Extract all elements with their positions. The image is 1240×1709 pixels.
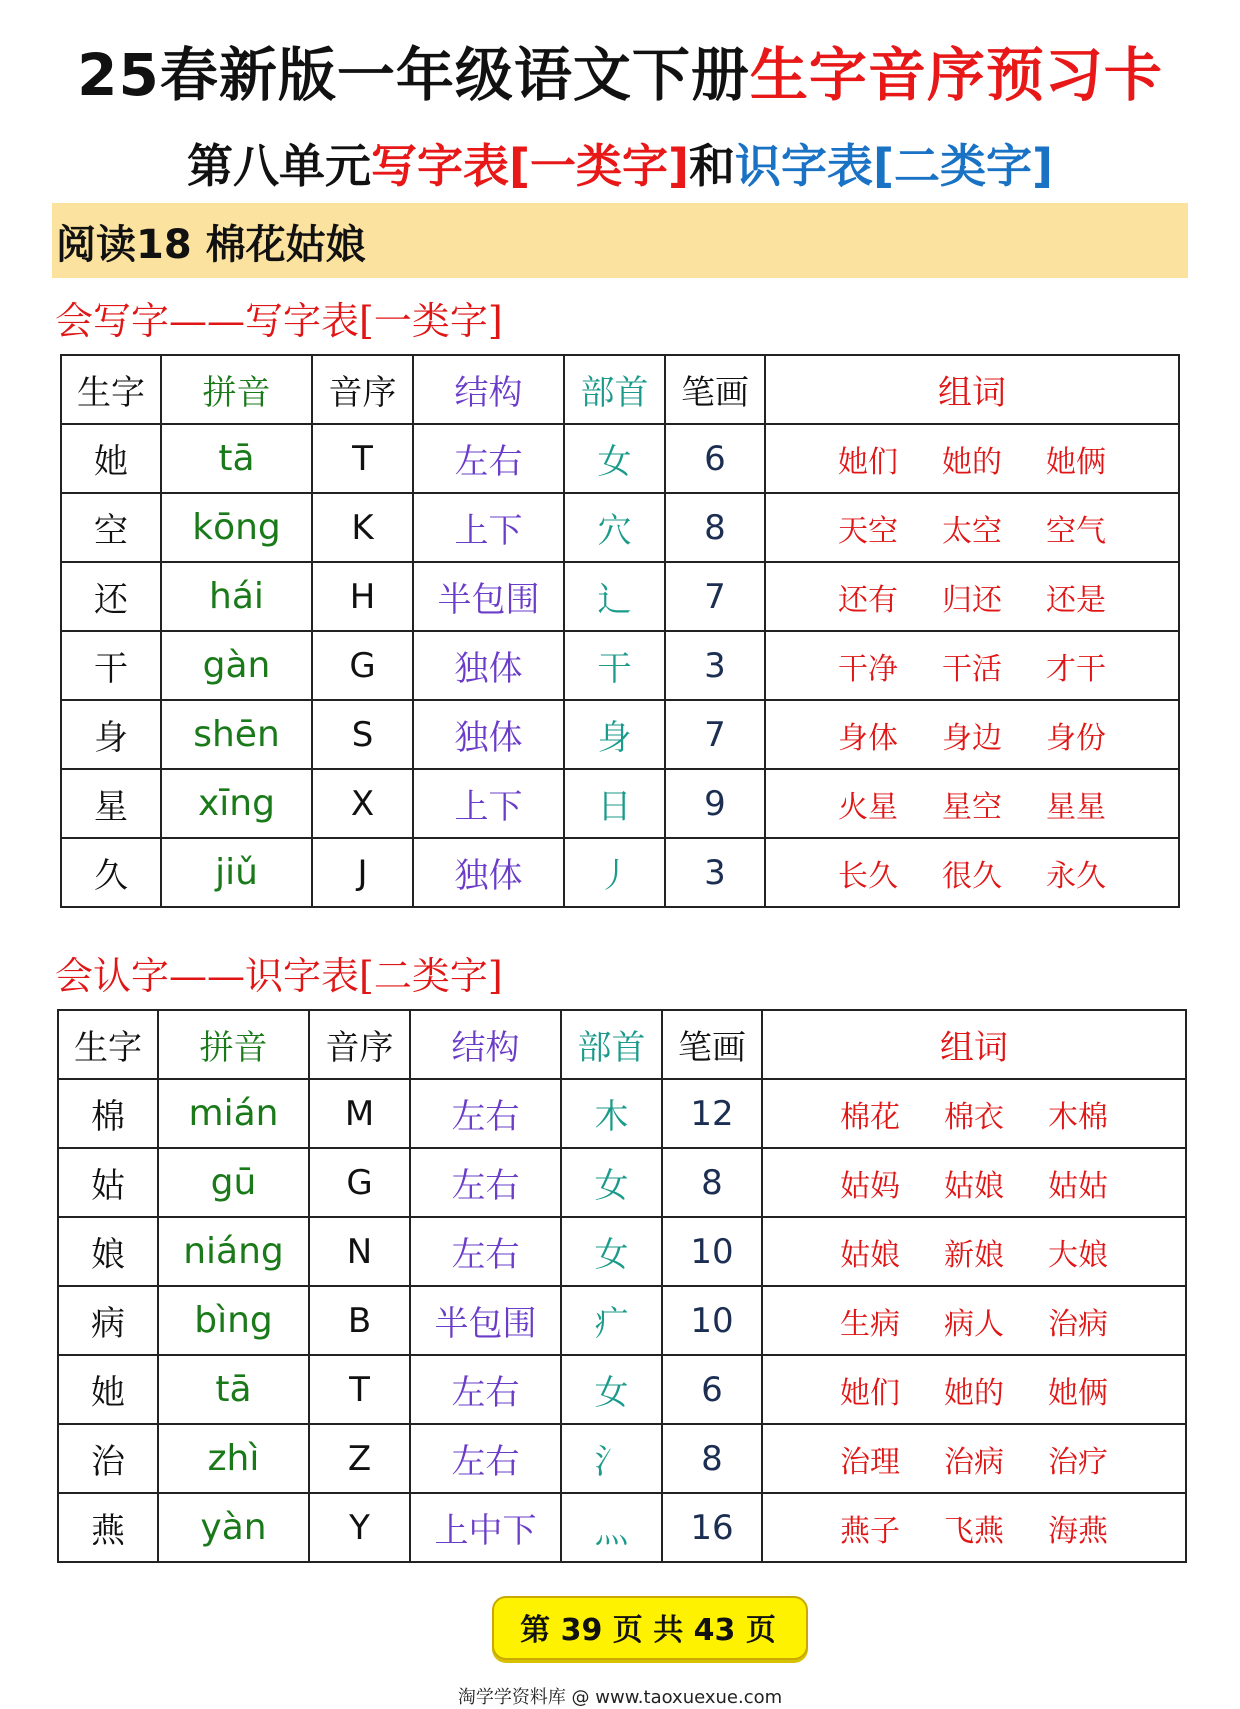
cell-pinyin: kōng <box>161 493 312 562</box>
cell-radical: 女 <box>564 424 665 493</box>
cell-structure: 左右 <box>410 1355 561 1424</box>
cell-pinyin: mián <box>158 1079 309 1148</box>
cell-structure: 独体 <box>413 631 564 700</box>
cell-order: H <box>312 562 413 631</box>
cell-char: 久 <box>61 838 161 907</box>
page-number-text: 第 39 页 共 43 页 <box>520 1613 776 1648</box>
subtitle-unit: 第八单元 <box>186 139 371 193</box>
word-item: 她的 <box>942 444 1002 480</box>
cell-strokes: 12 <box>662 1079 762 1148</box>
subtitle-write-table: 写字表[一类字] <box>370 139 689 193</box>
word-item: 姑姑 <box>1048 1168 1108 1204</box>
header-radical: 部首 <box>561 1010 662 1079</box>
word-item: 天空 <box>838 513 898 549</box>
table-row <box>61 838 1179 907</box>
word-item: 病人 <box>944 1306 1004 1342</box>
cell-radical: 日 <box>564 769 665 838</box>
word-item: 新娘 <box>944 1237 1004 1273</box>
footer-watermark: 淘学学资料库 @ www.taoxuexue.com <box>457 1687 783 1708</box>
cell-char: 星 <box>61 769 161 838</box>
word-item: 身份 <box>1046 720 1106 756</box>
cell-words <box>762 1079 1186 1148</box>
cell-strokes: 8 <box>662 1424 762 1493</box>
table-row <box>61 424 1179 493</box>
word-item: 姑娘 <box>944 1168 1004 1204</box>
word-item: 星星 <box>1046 789 1106 825</box>
cell-words <box>765 562 1179 631</box>
cell-char: 姑 <box>58 1148 158 1217</box>
cell-char: 身 <box>61 700 161 769</box>
write-characters-table <box>60 354 1180 908</box>
table-row <box>58 1217 1186 1286</box>
cell-words <box>762 1493 1186 1562</box>
header-structure: 结构 <box>410 1010 561 1079</box>
cell-structure: 左右 <box>410 1217 561 1286</box>
word-item: 大娘 <box>1048 1237 1108 1273</box>
word-item: 飞燕 <box>944 1513 1004 1549</box>
cell-strokes: 16 <box>662 1493 762 1562</box>
section-read-heading: 会认字——识字表[二类字] <box>55 954 503 998</box>
cell-words <box>762 1217 1186 1286</box>
cell-strokes: 8 <box>662 1148 762 1217</box>
header-strokes: 笔画 <box>665 355 765 424</box>
word-item: 空气 <box>1046 513 1106 549</box>
word-item: 干活 <box>942 651 1002 687</box>
cell-order: X <box>312 769 413 838</box>
word-item: 姑娘 <box>840 1237 900 1273</box>
header-order: 音序 <box>309 1010 410 1079</box>
cell-strokes: 8 <box>665 493 765 562</box>
word-item: 归还 <box>942 582 1002 618</box>
header-structure: 结构 <box>413 355 564 424</box>
cell-radical: 干 <box>564 631 665 700</box>
cell-structure: 左右 <box>413 424 564 493</box>
cell-radical: 女 <box>561 1148 662 1217</box>
word-item: 很久 <box>942 858 1002 894</box>
word-item: 棉衣 <box>944 1099 1004 1135</box>
cell-order: Z <box>309 1424 410 1493</box>
cell-radical: 女 <box>561 1355 662 1424</box>
cell-order: T <box>309 1355 410 1424</box>
cell-char: 她 <box>61 424 161 493</box>
cell-order: T <box>312 424 413 493</box>
word-item: 还是 <box>1046 582 1106 618</box>
cell-structure: 上中下 <box>410 1493 561 1562</box>
cell-structure: 左右 <box>410 1079 561 1148</box>
word-item: 燕子 <box>840 1513 900 1549</box>
word-item: 她的 <box>944 1375 1004 1411</box>
cell-words <box>765 838 1179 907</box>
cell-words <box>765 424 1179 493</box>
cell-pinyin: hái <box>161 562 312 631</box>
cell-char: 棉 <box>58 1079 158 1148</box>
cell-order: G <box>309 1148 410 1217</box>
cell-order: G <box>312 631 413 700</box>
table-row <box>58 1424 1186 1493</box>
word-item: 她们 <box>838 444 898 480</box>
table-header-row <box>61 355 1179 424</box>
subtitle-and: 和 <box>689 139 735 193</box>
cell-words <box>765 493 1179 562</box>
cell-strokes: 10 <box>662 1286 762 1355</box>
cell-strokes: 7 <box>665 562 765 631</box>
word-item: 治病 <box>944 1444 1004 1480</box>
section-write-heading: 会写字——写字表[一类字] <box>55 299 503 343</box>
cell-strokes: 3 <box>665 631 765 700</box>
word-item: 她俩 <box>1046 444 1106 480</box>
read-characters-table <box>57 1009 1187 1563</box>
page-subtitle <box>0 130 1240 196</box>
word-item: 治疗 <box>1048 1444 1108 1480</box>
cell-radical: 女 <box>561 1217 662 1286</box>
cell-pinyin: bìng <box>158 1286 309 1355</box>
page-title <box>0 28 1240 112</box>
word-item: 还有 <box>838 582 898 618</box>
cell-words <box>762 1286 1186 1355</box>
cell-structure: 左右 <box>410 1424 561 1493</box>
cell-radical: 疒 <box>561 1286 662 1355</box>
cell-structure: 半包围 <box>413 562 564 631</box>
cell-radical: 丿 <box>564 838 665 907</box>
word-item: 她们 <box>840 1375 900 1411</box>
cell-radical: 氵 <box>561 1424 662 1493</box>
title-red: 生字音序预习卡 <box>749 41 1163 109</box>
cell-structure: 左右 <box>410 1148 561 1217</box>
table-row <box>61 631 1179 700</box>
cell-pinyin: gū <box>158 1148 309 1217</box>
table-row <box>58 1079 1186 1148</box>
cell-radical: 木 <box>561 1079 662 1148</box>
cell-words <box>762 1424 1186 1493</box>
cell-char: 她 <box>58 1355 158 1424</box>
word-item: 干净 <box>838 651 898 687</box>
header-char: 生字 <box>58 1010 158 1079</box>
cell-char: 治 <box>58 1424 158 1493</box>
cell-char: 还 <box>61 562 161 631</box>
cell-pinyin: xīng <box>161 769 312 838</box>
cell-pinyin: tā <box>158 1355 309 1424</box>
word-item: 永久 <box>1046 858 1106 894</box>
table-row <box>58 1355 1186 1424</box>
word-item: 太空 <box>942 513 1002 549</box>
cell-structure: 上下 <box>413 493 564 562</box>
word-item: 才干 <box>1046 651 1106 687</box>
cell-words <box>765 769 1179 838</box>
table-row <box>61 493 1179 562</box>
cell-structure: 独体 <box>413 838 564 907</box>
header-words: 组词 <box>762 1010 1186 1079</box>
word-item: 姑妈 <box>840 1168 900 1204</box>
cell-order: B <box>309 1286 410 1355</box>
table-header-row <box>58 1010 1186 1079</box>
cell-pinyin: zhì <box>158 1424 309 1493</box>
header-pinyin: 拼音 <box>158 1010 309 1079</box>
cell-pinyin: niáng <box>158 1217 309 1286</box>
cell-order: N <box>309 1217 410 1286</box>
cell-words <box>765 631 1179 700</box>
word-item: 海燕 <box>1048 1513 1108 1549</box>
word-item: 她俩 <box>1048 1375 1108 1411</box>
cell-structure: 独体 <box>413 700 564 769</box>
header-radical: 部首 <box>564 355 665 424</box>
header-order: 音序 <box>312 355 413 424</box>
cell-radical: 身 <box>564 700 665 769</box>
cell-pinyin: shēn <box>161 700 312 769</box>
cell-strokes: 10 <box>662 1217 762 1286</box>
cell-char: 干 <box>61 631 161 700</box>
cell-radical: 辶 <box>564 562 665 631</box>
cell-char: 病 <box>58 1286 158 1355</box>
word-item: 身体 <box>838 720 898 756</box>
table-row <box>61 700 1179 769</box>
cell-strokes: 6 <box>662 1355 762 1424</box>
cell-order: S <box>312 700 413 769</box>
cell-words <box>762 1355 1186 1424</box>
cell-strokes: 9 <box>665 769 765 838</box>
cell-order: J <box>312 838 413 907</box>
cell-strokes: 3 <box>665 838 765 907</box>
cell-words <box>762 1148 1186 1217</box>
word-item: 木棉 <box>1048 1099 1108 1135</box>
header-strokes: 笔画 <box>662 1010 762 1079</box>
title-black: 25春新版一年级语文下册 <box>77 41 750 109</box>
cell-structure: 半包围 <box>410 1286 561 1355</box>
cell-radical: 灬 <box>561 1493 662 1562</box>
word-item: 身边 <box>942 720 1002 756</box>
cell-pinyin: gàn <box>161 631 312 700</box>
lesson-title: 阅读18 棉花姑娘 <box>56 222 366 268</box>
cell-pinyin: tā <box>161 424 312 493</box>
word-item: 火星 <box>838 789 898 825</box>
word-item: 治理 <box>840 1444 900 1480</box>
cell-order: M <box>309 1079 410 1148</box>
table-row <box>61 562 1179 631</box>
table-row <box>61 769 1179 838</box>
header-pinyin: 拼音 <box>161 355 312 424</box>
cell-pinyin: yàn <box>158 1493 309 1562</box>
word-item: 治病 <box>1048 1306 1108 1342</box>
table-row <box>58 1148 1186 1217</box>
cell-strokes: 7 <box>665 700 765 769</box>
cell-words <box>765 700 1179 769</box>
cell-radical: 穴 <box>564 493 665 562</box>
word-item: 生病 <box>840 1306 900 1342</box>
cell-char: 燕 <box>58 1493 158 1562</box>
cell-structure: 上下 <box>413 769 564 838</box>
cell-char: 娘 <box>58 1217 158 1286</box>
table-row <box>58 1493 1186 1562</box>
word-item: 长久 <box>838 858 898 894</box>
subtitle-read-table: 识字表[二类字] <box>735 139 1054 193</box>
cell-strokes: 6 <box>665 424 765 493</box>
word-item: 棉花 <box>840 1099 900 1135</box>
table-row <box>58 1286 1186 1355</box>
header-words: 组词 <box>765 355 1179 424</box>
header-char: 生字 <box>61 355 161 424</box>
cell-pinyin: jiǔ <box>161 838 312 907</box>
word-item: 星空 <box>942 789 1002 825</box>
cell-order: Y <box>309 1493 410 1562</box>
cell-char: 空 <box>61 493 161 562</box>
cell-order: K <box>312 493 413 562</box>
